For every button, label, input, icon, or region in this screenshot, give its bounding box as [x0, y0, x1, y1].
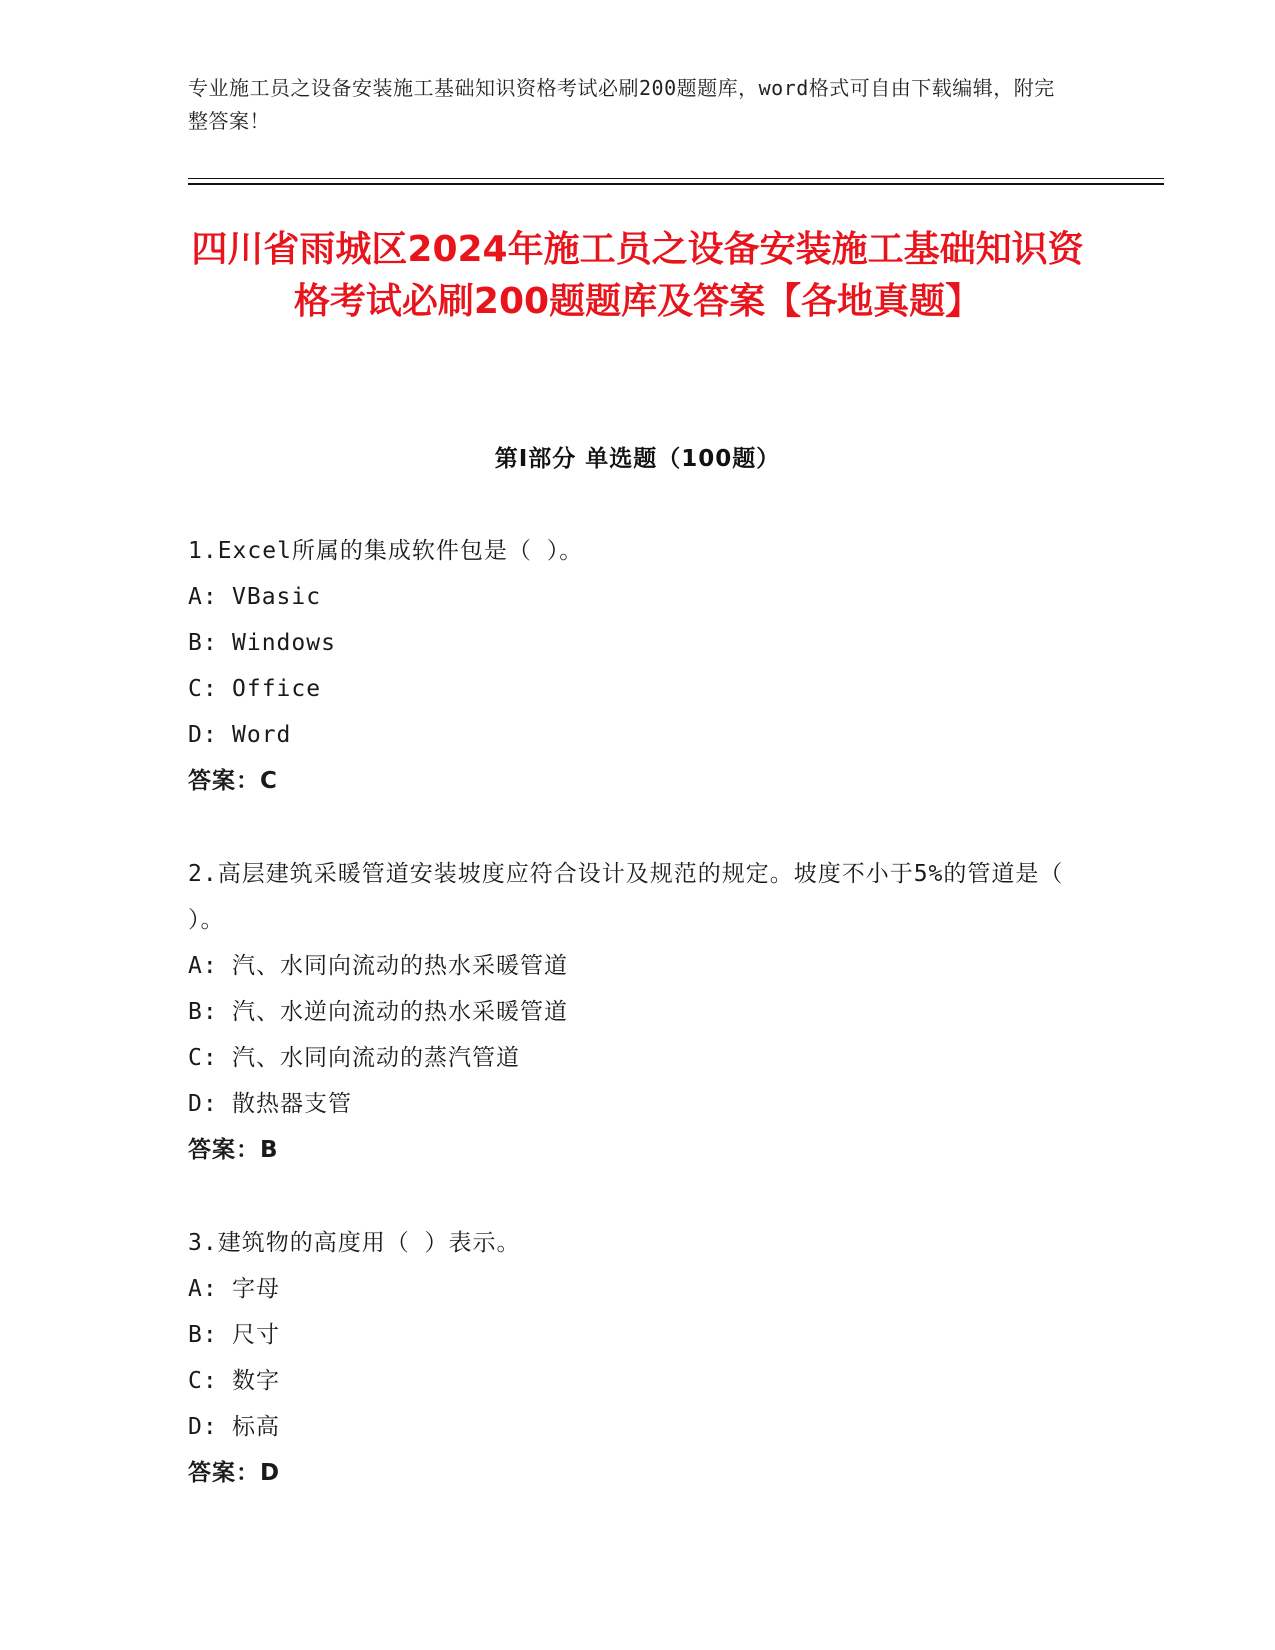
- option-text: Word: [232, 722, 292, 748]
- option-key: D:: [188, 1091, 218, 1117]
- document-title: 四川省雨城区2024年施工员之设备安装施工基础知识资格考试必刷200题题库及答案【各地真题】: [191, 229, 1084, 322]
- option-text: Windows: [232, 630, 336, 656]
- option-key: C:: [188, 676, 218, 702]
- question-1: [188, 528, 1068, 804]
- option-key: D:: [188, 1414, 218, 1440]
- option-d: [188, 712, 1068, 758]
- answer: 答案：D: [188, 1460, 281, 1486]
- option-b: [188, 989, 1068, 1035]
- option-text: 字母: [232, 1276, 280, 1302]
- option-text: 汽、水同向流动的蒸汽管道: [232, 1045, 520, 1071]
- option-a: [188, 574, 1068, 620]
- answer: 答案：B: [188, 1137, 279, 1163]
- option-key: B:: [188, 630, 218, 656]
- option-c: [188, 666, 1068, 712]
- option-c: [188, 1358, 1068, 1404]
- option-key: B:: [188, 999, 218, 1025]
- option-d: [188, 1404, 1068, 1450]
- option-text: 数字: [232, 1368, 280, 1394]
- question-text: 3.建筑物的高度用（ ）表示。: [188, 1230, 521, 1256]
- option-b: [188, 620, 1068, 666]
- option-text: 汽、水同向流动的热水采暖管道: [232, 953, 568, 979]
- option-a: [188, 1266, 1068, 1312]
- question-text: 2.高层建筑采暖管道安装坡度应符合设计及规范的规定。坡度不小于5%的管道是（ ）。: [188, 861, 1064, 933]
- header-rule-thin: [188, 178, 1164, 179]
- question-2: [188, 851, 1068, 1173]
- option-text: 标高: [232, 1414, 280, 1440]
- option-text: Office: [232, 676, 322, 702]
- option-c: [188, 1035, 1068, 1081]
- question-3: [188, 1220, 1068, 1496]
- option-a: [188, 943, 1068, 989]
- option-text: 尺寸: [232, 1322, 280, 1348]
- option-key: C:: [188, 1045, 218, 1071]
- option-text: VBasic: [232, 584, 322, 610]
- option-key: B:: [188, 1322, 218, 1348]
- option-text: 散热器支管: [232, 1091, 352, 1117]
- answer: 答案：C: [188, 768, 278, 794]
- question-text: 1.Excel所属的集成软件包是（ ）。: [188, 538, 584, 564]
- option-text: 汽、水逆向流动的热水采暖管道: [232, 999, 568, 1025]
- section-heading: 第Ⅰ部分 单选题（100题）: [494, 446, 781, 472]
- header-rule-thick: [188, 183, 1164, 185]
- option-d: [188, 1081, 1068, 1127]
- option-key: D:: [188, 722, 218, 748]
- option-key: A:: [188, 953, 218, 979]
- option-key: C:: [188, 1368, 218, 1394]
- question-list: [188, 528, 1068, 1543]
- option-key: A:: [188, 1276, 218, 1302]
- option-b: [188, 1312, 1068, 1358]
- option-key: A:: [188, 584, 218, 610]
- header-note: 专业施工员之设备安装施工基础知识资格考试必刷200题题库，word格式可自由下载编辑，附完整答案！: [188, 76, 1055, 133]
